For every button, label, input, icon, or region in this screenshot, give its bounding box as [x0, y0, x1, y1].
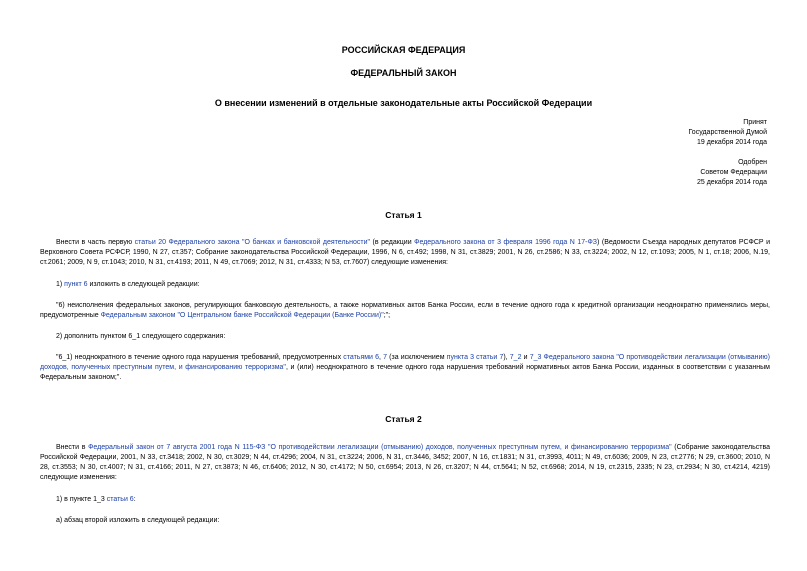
text-segment: , и (или) неоднократного в течение одного года нарушения требований нормативных актов Банка России, изданных в соответствии с указанным Федеральным законом;".	[40, 364, 770, 381]
link-article-20-banks-law[interactable]: статьи 20 Федерального закона "О банках и банковской деятельности"	[134, 239, 371, 246]
link-article-6[interactable]: статьи 6	[106, 496, 134, 503]
text-segment: "6) неисполнения федеральных законов, регулирующих банковскую деятельность, а также нормативных актов Банка России, если в течение одного года к кредитной организации неоднократно применялись меры, предусмотренные	[40, 302, 770, 319]
article-1-point-6-text	[40, 301, 770, 321]
accepted-date: 19 декабря 2014 года	[696, 139, 767, 146]
article-1-item-2: 2) дополнить пунктом 6_1 следующего содержания:	[56, 333, 226, 340]
link-law-115-fz[interactable]: Федеральный закон от 7 августа 2001 года N 115-ФЗ "О противодействии легализации (отмыванию) доходов, полученных преступным путем, и финансированию терроризма"	[88, 444, 672, 451]
text-segment: ) (Ведомости Съезда народных депутатов РСФСР и Верховного Совета РСФСР, 1990, N 27, ст.357; Собрание законодательства Российской Федерации, 1996, N 6, ст.492; 1998, N 31, ст.3829; 2001, N 26, ст.2586; N 33, ст.3224; 2002, N 12, ст.1093; 2005, N 1, ст.18; 2006, N.19, ст.2061; 2009, N 9, ст.1043; 2010, N 31, ст.4193; 2011, N 49, ст.7069; 2012, N 31, ст.4333; N 53, ст.7607) следующие изменения:	[40, 239, 771, 266]
article-1-item-1	[40, 280, 770, 290]
text-segment: 1) в пункте 1_3	[56, 496, 107, 503]
text-segment: (в редакции	[370, 239, 415, 246]
text-segment: ,	[379, 354, 384, 361]
article-2-heading: Статья 2	[385, 414, 422, 424]
link-central-bank-law[interactable]: Федеральным законом "О Центральном банке Российской Федерации (Банке России)"	[100, 312, 384, 319]
link-articles-6[interactable]: статьями 6	[343, 354, 379, 361]
approved-label: Одобрен	[738, 159, 767, 166]
link-point-6[interactable]: пункт 6	[64, 281, 88, 288]
text-segment: :	[133, 496, 136, 503]
text-segment: Внести в часть первую	[56, 239, 135, 246]
text-segment: и	[521, 354, 530, 361]
text-segment: изложить в следующей редакции:	[87, 281, 200, 288]
link-article-7-3-aml-law[interactable]: 7_3 Федерального закона "О противодействии легализации (отмыванию) доходов, полученных преступным путем, и финансированию терроризма"	[40, 354, 770, 371]
link-article-7-2[interactable]: 7_2	[509, 354, 522, 361]
article-2-item-1	[40, 495, 770, 505]
article-2-paragraph-1	[40, 443, 770, 483]
adoption-block	[567, 118, 767, 148]
link-article-7[interactable]: 7	[383, 354, 388, 361]
accepted-label: Принят	[743, 119, 767, 126]
article-1-paragraph-1	[40, 238, 770, 268]
accepted-by: Государственной Думой	[688, 129, 767, 136]
article-1-point-6-1-text	[40, 353, 770, 383]
country-heading: РОССИЙСКАЯ ФЕДЕРАЦИЯ	[341, 45, 466, 55]
text-segment: (за исключением	[387, 354, 447, 361]
law-type-heading: ФЕДЕРАЛЬНЫЙ ЗАКОН	[350, 68, 457, 78]
law-title: О внесении изменений в отдельные законодательные акты Российской Федерации	[214, 98, 593, 108]
article-1-heading: Статья 1	[385, 210, 422, 220]
text-segment: "6_1) неоднократного в течение одного года нарушения требований, предусмотренных	[56, 354, 344, 361]
approval-block	[567, 158, 767, 188]
text-segment: Внести в	[56, 444, 89, 451]
text-segment: ;";	[383, 312, 391, 319]
text-segment: 1)	[56, 281, 65, 288]
link-point-3-article-7[interactable]: пункта 3 статьи 7	[446, 354, 504, 361]
approved-by: Советом Федерации	[700, 169, 767, 176]
approved-date: 25 декабря 2014 года	[696, 179, 767, 186]
text-segment: ),	[503, 354, 510, 361]
article-2-subitem-a: а) абзац второй изложить в следующей редакции:	[56, 517, 220, 524]
text-segment: (Собрание законодательства Российской Федерации, 2001, N 33, ст.3418; 2002, N 30, ст.3029; N 44, ст.4296; 2004, N 31, ст.3224; 2006, N 31, ст.3446, 3452; 2007, N 16, ст.1831; N 31, ст.3993, 4011; N 49, ст.6036; 2009, N 23, ст.2776; N 29, ст.3600; 2010, N 28, ст.3553; N 30, ст.4007; N 31, ст.4166; 2011, N 27, ст.3873; N 46, ст.6406; 2012, N 30, ст.4172; N 50, ст.6954; 2013, N 26, ст.3207; N 44, ст.5641; N 52, ст.6968; 2014, N 19, ст.2315, 2335; N 23, ст.2934; N 30, ст.4214, 4219) следующие изменения:	[40, 444, 770, 481]
link-law-17-fz[interactable]: Федерального закона от 3 февраля 1996 года N 17-ФЗ	[414, 239, 598, 246]
